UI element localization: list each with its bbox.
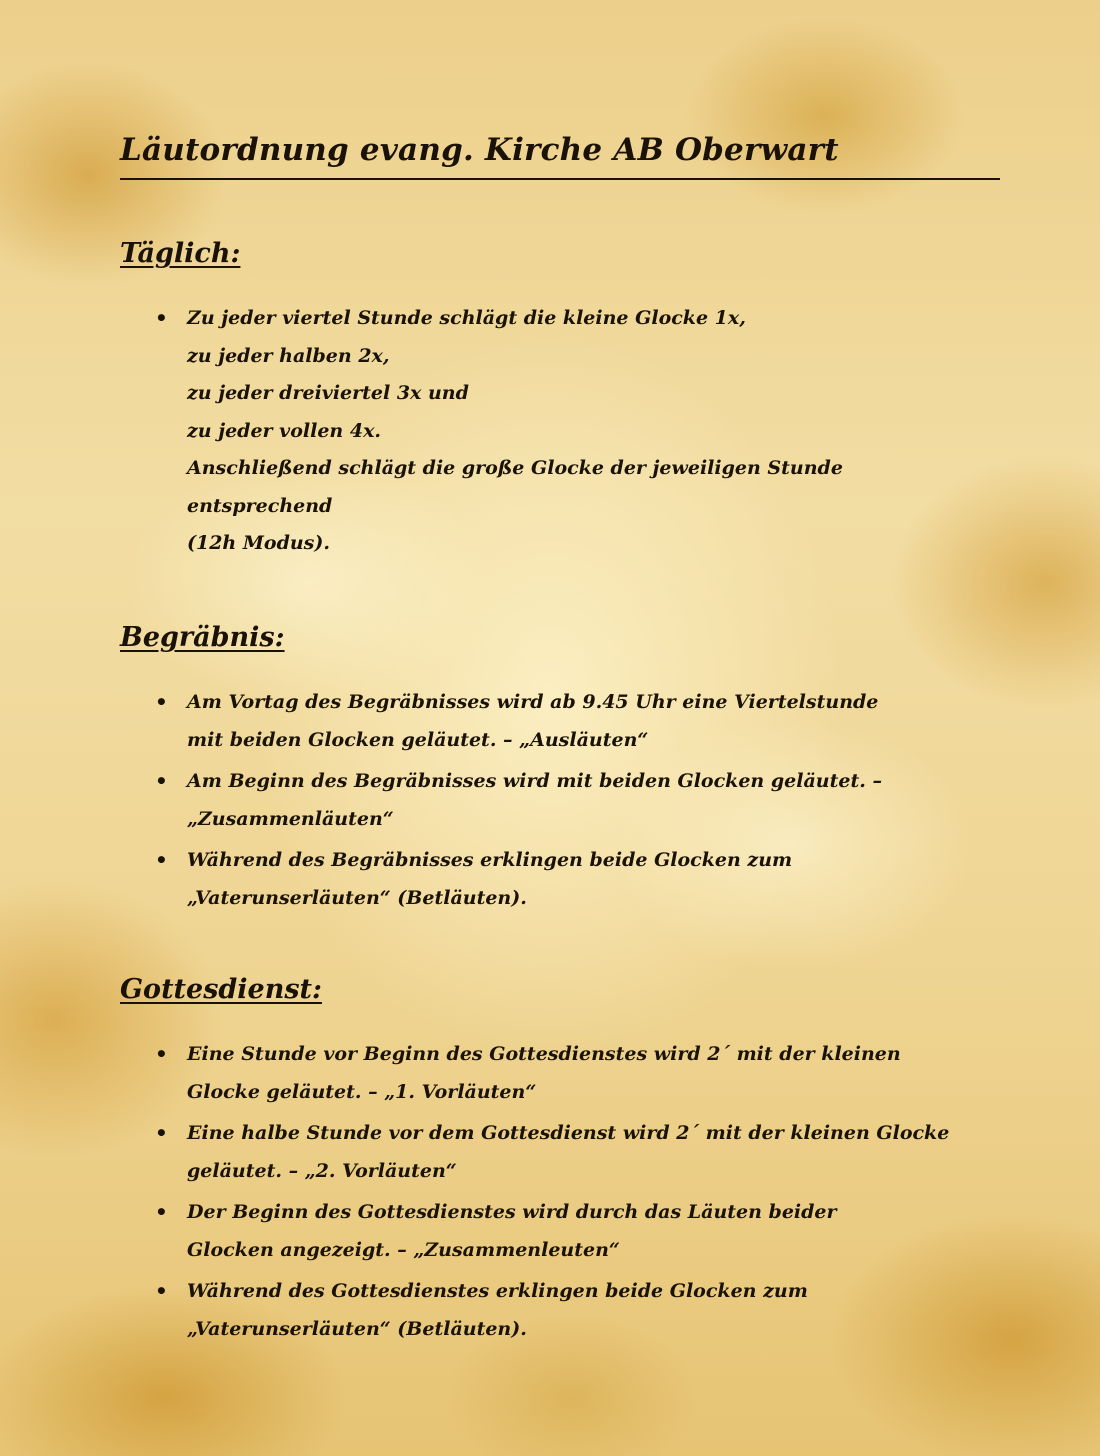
list-item-line: mit beiden Glocken geläutet. – „Ausläuten“: [187, 728, 649, 751]
bullet-icon: •: [155, 769, 168, 793]
list-item-line: Eine halbe Stunde vor dem Gottesdienst wird 2´ mit der kleinen Glocke: [187, 1122, 950, 1144]
list-item: [120, 1194, 1000, 1269]
list-item-line: „Zusammenläuten“: [187, 807, 394, 830]
list-item-line: zu jeder halben 2x,: [187, 344, 390, 367]
bullet-icon: •: [155, 848, 168, 872]
bullet-icon: •: [155, 690, 168, 714]
section-daily: [120, 234, 1000, 563]
bullet-list-service: [120, 1036, 1000, 1348]
list-item-line: Eine Stunde vor Beginn des Gottesdienstes wird 2´ mit der kleinen: [187, 1043, 901, 1065]
list-item: [120, 300, 1000, 563]
list-item: [120, 684, 1000, 759]
bullet-list-daily: [120, 300, 1000, 563]
list-item-line: „Vaterunserläuten“ (Betläuten).: [187, 1317, 527, 1340]
section-heading-service: Gottesdienst:: [120, 974, 322, 1005]
list-item-line: entsprechend: [187, 494, 333, 517]
list-item-line: Glocke geläutet. – „1. Vorläuten“: [187, 1080, 537, 1103]
bullet-icon: •: [155, 1279, 168, 1303]
bullet-icon: •: [155, 1121, 168, 1145]
list-item-line: zu jeder vollen 4x.: [187, 419, 382, 442]
list-item-line: Zu jeder viertel Stunde schlägt die kleine Glocke 1x,: [187, 307, 746, 329]
list-item-line: Während des Gottesdienstes erklingen beide Glocken zum: [187, 1280, 808, 1302]
list-item-line: (12h Modus).: [187, 532, 330, 554]
list-item-line: Am Beginn des Begräbnisses wird mit beiden Glocken geläutet. –: [187, 770, 882, 792]
bullet-icon: •: [155, 1042, 168, 1066]
bullet-icon: •: [155, 1200, 168, 1224]
list-item: [120, 1036, 1000, 1111]
section-heading-funeral: Begräbnis:: [120, 622, 285, 653]
list-item: [120, 763, 1000, 838]
bullet-list-funeral: [120, 684, 1000, 917]
list-item: [120, 842, 1000, 917]
list-item-line: Am Vortag des Begräbnisses wird ab 9.45 Uhr eine Viertelstunde: [187, 691, 879, 713]
list-item-line: zu jeder dreiviertel 3x und: [187, 382, 469, 404]
section-heading-daily: Täglich:: [120, 238, 241, 269]
document-title: Läutordnung evang. Kirche AB Oberwart: [120, 124, 1000, 180]
bullet-icon: •: [155, 306, 168, 330]
list-item: [120, 1115, 1000, 1190]
list-item: [120, 1273, 1000, 1348]
section-service: [120, 970, 1000, 1352]
list-item-line: Anschließend schlägt die große Glocke der jeweiligen Stunde: [187, 457, 843, 479]
list-item-line: Während des Begräbnisses erklingen beide Glocken zum: [187, 849, 793, 871]
list-item-line: Glocken angezeigt. – „Zusammenleuten“: [187, 1238, 620, 1261]
list-item-line: „Vaterunserläuten“ (Betläuten).: [187, 886, 527, 909]
section-funeral: [120, 618, 1000, 921]
list-item-line: Der Beginn des Gottesdienstes wird durch das Läuten beider: [187, 1201, 837, 1223]
list-item-line: geläutet. – „2. Vorläuten“: [187, 1159, 457, 1182]
